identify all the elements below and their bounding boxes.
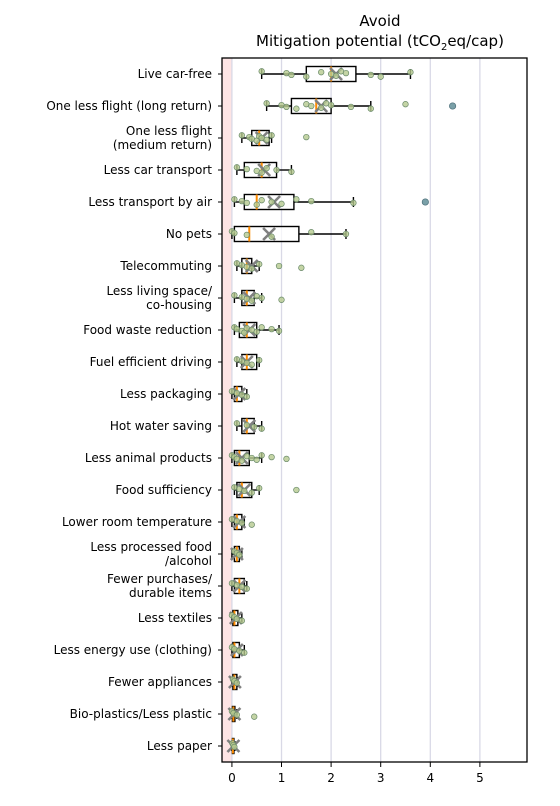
point-14-3 bbox=[249, 522, 255, 528]
category-label-17-0: Less textiles bbox=[137, 611, 212, 625]
point-1-2 bbox=[284, 104, 290, 110]
point-8-7 bbox=[259, 325, 265, 331]
x-axis bbox=[218, 74, 484, 785]
chart-subtitle-subscript: 2 bbox=[440, 42, 448, 53]
point-1-6 bbox=[318, 105, 324, 111]
point-1-0 bbox=[264, 101, 270, 107]
point-20-2 bbox=[234, 712, 240, 718]
point-7-5 bbox=[259, 295, 265, 301]
point-4-8 bbox=[308, 198, 314, 204]
point-3-1 bbox=[244, 166, 250, 172]
point-7-0 bbox=[232, 293, 238, 299]
point-6-3 bbox=[249, 266, 255, 272]
point-1-3 bbox=[294, 106, 300, 112]
point-11-2 bbox=[251, 424, 257, 430]
point-12-3 bbox=[239, 458, 245, 464]
point-16-3 bbox=[244, 586, 250, 592]
category-label-11-0: Hot water saving bbox=[109, 419, 212, 433]
point-2-0 bbox=[239, 133, 245, 139]
point-3-6 bbox=[289, 169, 295, 175]
category-label-19-0: Fewer appliances bbox=[107, 675, 212, 689]
category-label-18-0: Less energy use (clothing) bbox=[53, 643, 212, 657]
category-label-12-0: Less animal products bbox=[84, 451, 212, 465]
point-0-0 bbox=[259, 69, 265, 75]
category-label-15-1: /alcohol bbox=[165, 554, 212, 568]
point-9-3 bbox=[249, 362, 255, 368]
point-8-9 bbox=[276, 328, 282, 334]
point-7-6 bbox=[279, 297, 285, 303]
category-label-15-0: Less processed food bbox=[90, 540, 212, 554]
point-1-9 bbox=[348, 104, 354, 110]
point-4-0 bbox=[232, 197, 238, 203]
point-12-6 bbox=[254, 457, 260, 463]
point-4-5 bbox=[269, 199, 275, 205]
point-6-6 bbox=[299, 265, 305, 271]
point-0-11 bbox=[408, 69, 414, 75]
category-label-4-0: Less transport by air bbox=[88, 195, 212, 209]
point-2-6 bbox=[264, 137, 270, 143]
point-13-2 bbox=[242, 488, 248, 494]
point-4-2 bbox=[244, 200, 250, 206]
point-12-8 bbox=[269, 454, 275, 460]
x-tick-label-2: 2 bbox=[327, 771, 335, 785]
point-12-7 bbox=[259, 453, 265, 459]
point-11-3 bbox=[259, 426, 265, 432]
outlier-1-0 bbox=[449, 103, 455, 109]
point-5-2 bbox=[244, 232, 250, 238]
point-2-7 bbox=[269, 133, 275, 139]
point-1-11 bbox=[403, 101, 409, 107]
x-tick-label-4: 4 bbox=[426, 771, 435, 785]
category-label-7-0: Less living space/ bbox=[106, 284, 212, 298]
point-0-10 bbox=[378, 74, 384, 80]
point-5-5 bbox=[343, 231, 349, 237]
point-13-3 bbox=[249, 490, 255, 496]
category-label-9-0: Fuel efficient driving bbox=[89, 355, 212, 369]
category-label-2-0: One less flight bbox=[125, 124, 212, 138]
point-4-6 bbox=[279, 201, 285, 207]
category-label-20-0: Bio-plastics/Less plastic bbox=[69, 707, 212, 721]
point-0-4 bbox=[318, 69, 324, 75]
chart-subtitle bbox=[256, 32, 504, 53]
point-4-7 bbox=[294, 197, 300, 203]
point-3-3 bbox=[259, 170, 265, 176]
point-7-3 bbox=[249, 298, 255, 304]
zero-band bbox=[222, 58, 232, 762]
point-5-3 bbox=[269, 234, 275, 240]
point-0-8 bbox=[343, 70, 349, 76]
category-label-3-0: Less car transport bbox=[103, 163, 212, 177]
point-13-4 bbox=[256, 485, 262, 491]
point-19-2 bbox=[234, 680, 240, 686]
chart-subtitle-part-2: eq/cap) bbox=[447, 32, 504, 50]
category-label-14-0: Lower room temperature bbox=[61, 515, 212, 529]
point-1-8 bbox=[328, 102, 334, 108]
point-1-10 bbox=[368, 106, 374, 112]
chart-title: Avoid bbox=[359, 12, 401, 30]
category-label-0-0: Live car-free bbox=[137, 67, 212, 81]
point-10-3 bbox=[244, 394, 250, 400]
category-label-16-1: durable items bbox=[128, 586, 212, 600]
point-21-2 bbox=[232, 744, 238, 750]
point-9-4 bbox=[256, 357, 262, 363]
x-tick-label-0: 0 bbox=[228, 771, 236, 785]
x-tick-label-5: 5 bbox=[476, 771, 484, 785]
point-0-9 bbox=[368, 72, 374, 78]
point-6-4 bbox=[256, 261, 262, 267]
point-3-4 bbox=[264, 165, 270, 171]
category-label-5-0: No pets bbox=[165, 227, 212, 241]
point-5-4 bbox=[308, 229, 314, 235]
point-3-5 bbox=[274, 167, 280, 173]
category-label-6-0: Telecommuting bbox=[120, 259, 212, 273]
x-tick-label-1: 1 bbox=[277, 771, 286, 785]
point-14-2 bbox=[239, 520, 245, 526]
category-label-2-1: (medium return) bbox=[112, 138, 212, 152]
plot-area bbox=[222, 58, 527, 762]
point-3-0 bbox=[234, 165, 240, 171]
point-8-6 bbox=[254, 329, 260, 335]
point-11-0 bbox=[234, 421, 240, 427]
point-1-5 bbox=[308, 103, 314, 109]
point-11-1 bbox=[244, 422, 250, 428]
category-label-21-0: Less paper bbox=[146, 739, 212, 753]
point-20-3 bbox=[251, 714, 257, 720]
category-label-1-0: One less flight (long return) bbox=[46, 99, 212, 113]
category-label-13-0: Food sufficiency bbox=[115, 483, 212, 497]
category-label-10-0: Less packaging bbox=[119, 387, 212, 401]
category-labels bbox=[46, 67, 213, 753]
point-0-6 bbox=[333, 73, 339, 79]
point-13-5 bbox=[294, 487, 300, 493]
point-0-3 bbox=[304, 74, 310, 80]
point-8-8 bbox=[269, 326, 275, 332]
chart-subtitle-part-1: Mitigation potential (tCO bbox=[256, 32, 441, 50]
category-label-16-0: Fewer purchases/ bbox=[107, 572, 212, 586]
point-5-1 bbox=[232, 230, 238, 236]
point-15-2 bbox=[237, 552, 243, 558]
point-4-9 bbox=[351, 200, 357, 206]
point-2-8 bbox=[304, 134, 310, 140]
category-label-7-1: co-housing bbox=[146, 298, 212, 312]
x-tick-label-3: 3 bbox=[376, 771, 385, 785]
outlier-4-0 bbox=[422, 199, 428, 205]
point-0-2 bbox=[289, 72, 295, 78]
point-4-4 bbox=[259, 197, 265, 203]
point-4-3 bbox=[254, 202, 260, 208]
point-12-9 bbox=[284, 456, 290, 462]
category-label-8-0: Food waste reduction bbox=[83, 323, 212, 337]
point-18-3 bbox=[242, 650, 248, 656]
point-17-3 bbox=[239, 618, 245, 624]
point-6-5 bbox=[276, 263, 282, 269]
